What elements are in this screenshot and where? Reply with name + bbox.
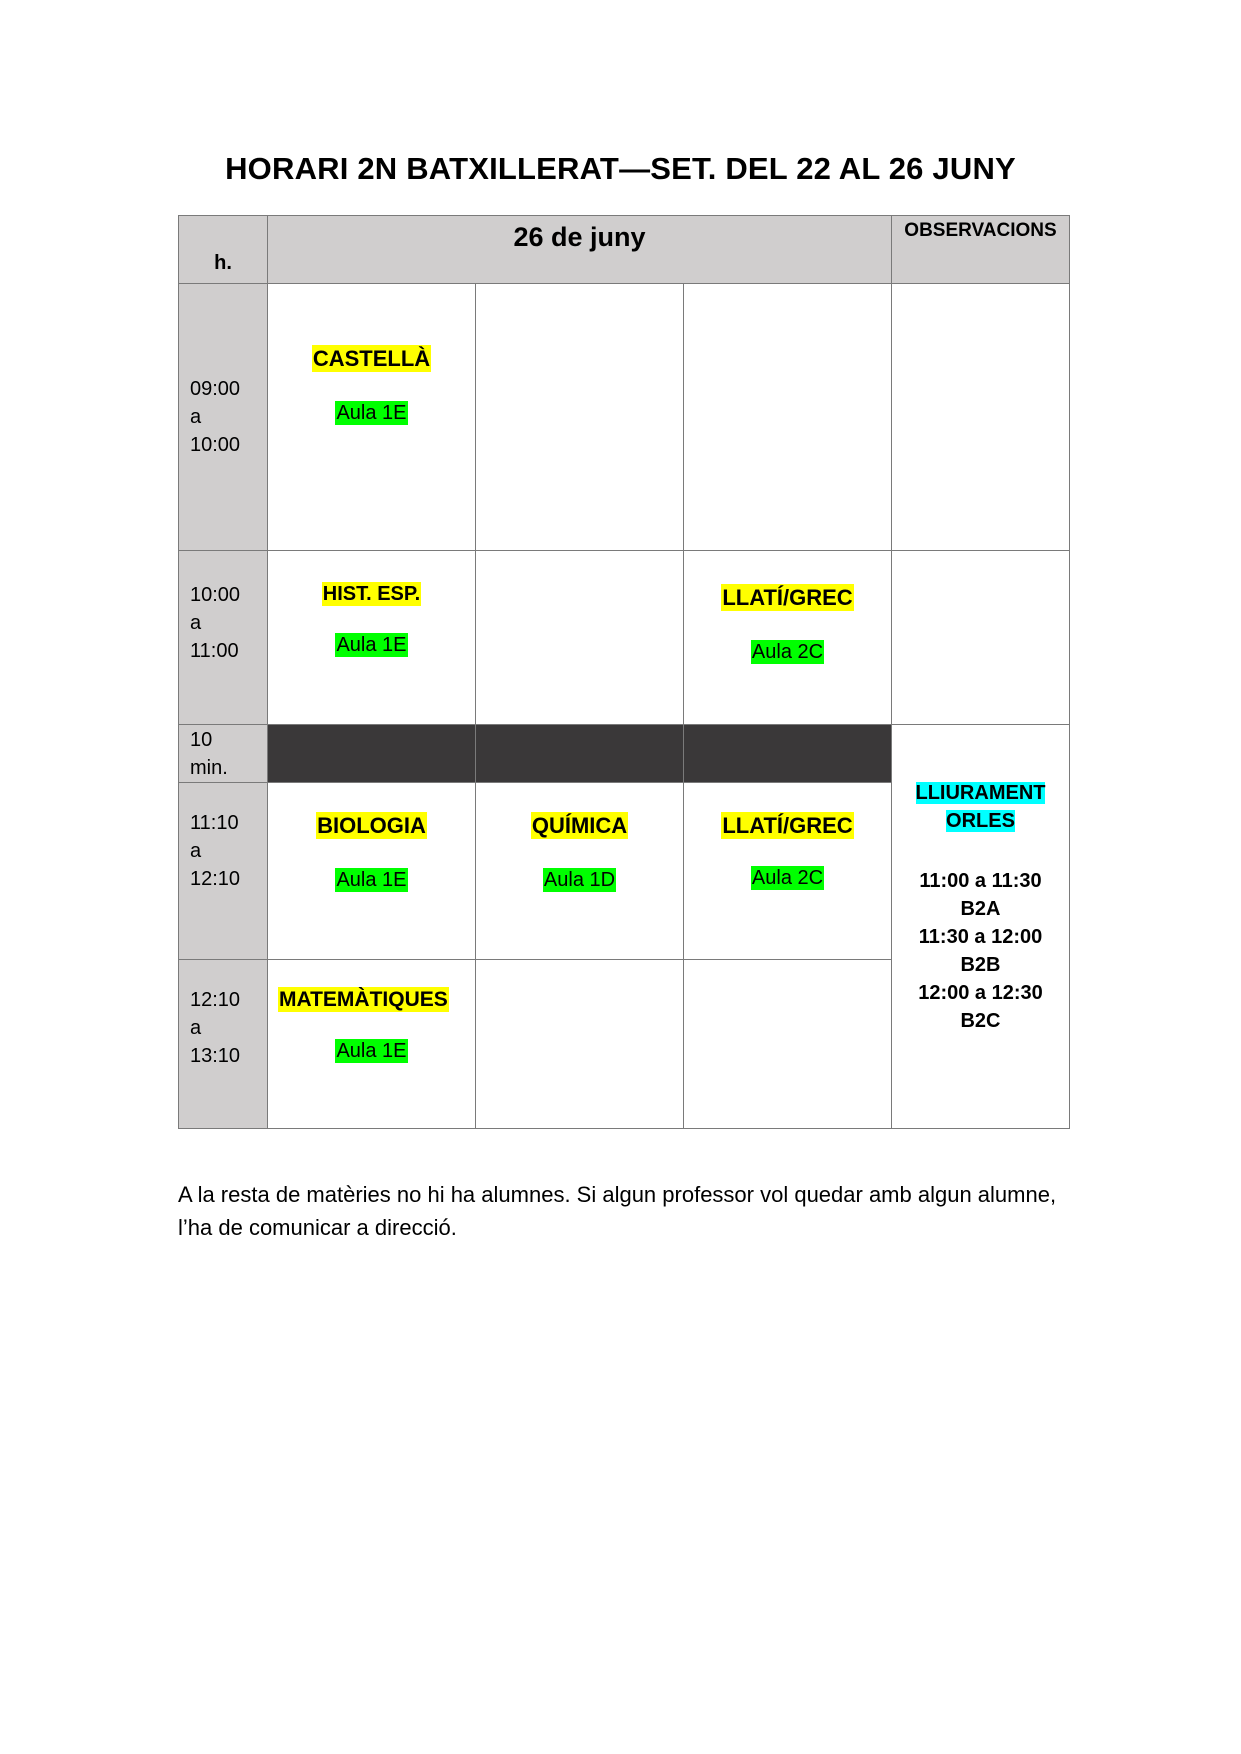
empty-cell: [476, 960, 684, 1129]
room-label: Aula 2C: [751, 641, 824, 663]
empty-cell: [476, 551, 684, 725]
time-cell: 10:00 a 11:00: [179, 551, 268, 725]
time-cell: 12:10 a 13:10: [179, 960, 268, 1129]
observation-group: B2C: [960, 1010, 1001, 1032]
observation-slot: 11:30 a 12:00: [918, 926, 1043, 948]
subject-cell: [268, 284, 476, 551]
subject-label: HIST. ESP.: [322, 583, 421, 605]
observation-cell: [892, 725, 1070, 1129]
table-row: [179, 284, 1070, 551]
time-cell: 11:10 a 12:10: [179, 783, 268, 960]
header-row: [179, 216, 1070, 284]
observation-title: LLIURAMENT: [915, 782, 1046, 804]
observation-cell: [892, 551, 1070, 725]
room-label: Aula 1E: [336, 869, 407, 891]
empty-cell: [684, 284, 892, 551]
empty-cell: [684, 960, 892, 1129]
subject-label: CASTELLÀ: [312, 346, 431, 371]
page-title: HORARI 2N BATXILLERAT—SET. DEL 22 AL 26 JUNY: [225, 151, 1016, 186]
table-row: [179, 551, 1070, 725]
room-label: Aula 1D: [543, 869, 616, 891]
subject-cell: [476, 783, 684, 960]
day-header: 26 de juny: [268, 216, 892, 284]
schedule-table: [178, 215, 1070, 1129]
subject-label: QUÍMICA: [531, 813, 628, 838]
room-label: Aula 1E: [336, 634, 407, 656]
observations-header: OBSERVACIONS: [892, 216, 1070, 284]
subject-label: LLATÍ/GREC: [722, 585, 853, 610]
break-cell: [476, 725, 684, 783]
subject-label: LLATÍ/GREC: [722, 813, 853, 838]
observation-slot: 12:00 a 12:30: [918, 982, 1043, 1004]
time-cell: 10 min.: [179, 725, 268, 783]
subject-cell: [684, 551, 892, 725]
empty-cell: [476, 284, 684, 551]
observation-title: ORLES: [946, 810, 1015, 832]
subject-cell: [684, 783, 892, 960]
observation-cell: [892, 284, 1070, 551]
observation-group: B2B: [960, 954, 1001, 976]
room-label: Aula 2C: [751, 867, 824, 889]
subject-cell: [268, 551, 476, 725]
break-row: [179, 725, 1070, 783]
subject-cell: [268, 783, 476, 960]
hour-header: h.: [179, 216, 268, 284]
break-cell: [268, 725, 476, 783]
subject-cell: [268, 960, 476, 1129]
subject-label: MATEMÀTIQUES: [279, 988, 448, 1011]
room-label: Aula 1E: [336, 402, 407, 424]
break-cell: [684, 725, 892, 783]
subject-label: BIOLOGIA: [317, 813, 426, 838]
observation-group: B2A: [960, 898, 1001, 920]
observation-slot: 11:00 a 11:30: [919, 870, 1042, 892]
footnote: A la resta de matèries no hi ha alumnes. Si algun professor vol quedar amb algun alumne, l’ha de comunicar a direcció.: [178, 1182, 1057, 1240]
time-cell: 09:00 a 10:00: [179, 284, 268, 551]
room-label: Aula 1E: [336, 1040, 407, 1062]
